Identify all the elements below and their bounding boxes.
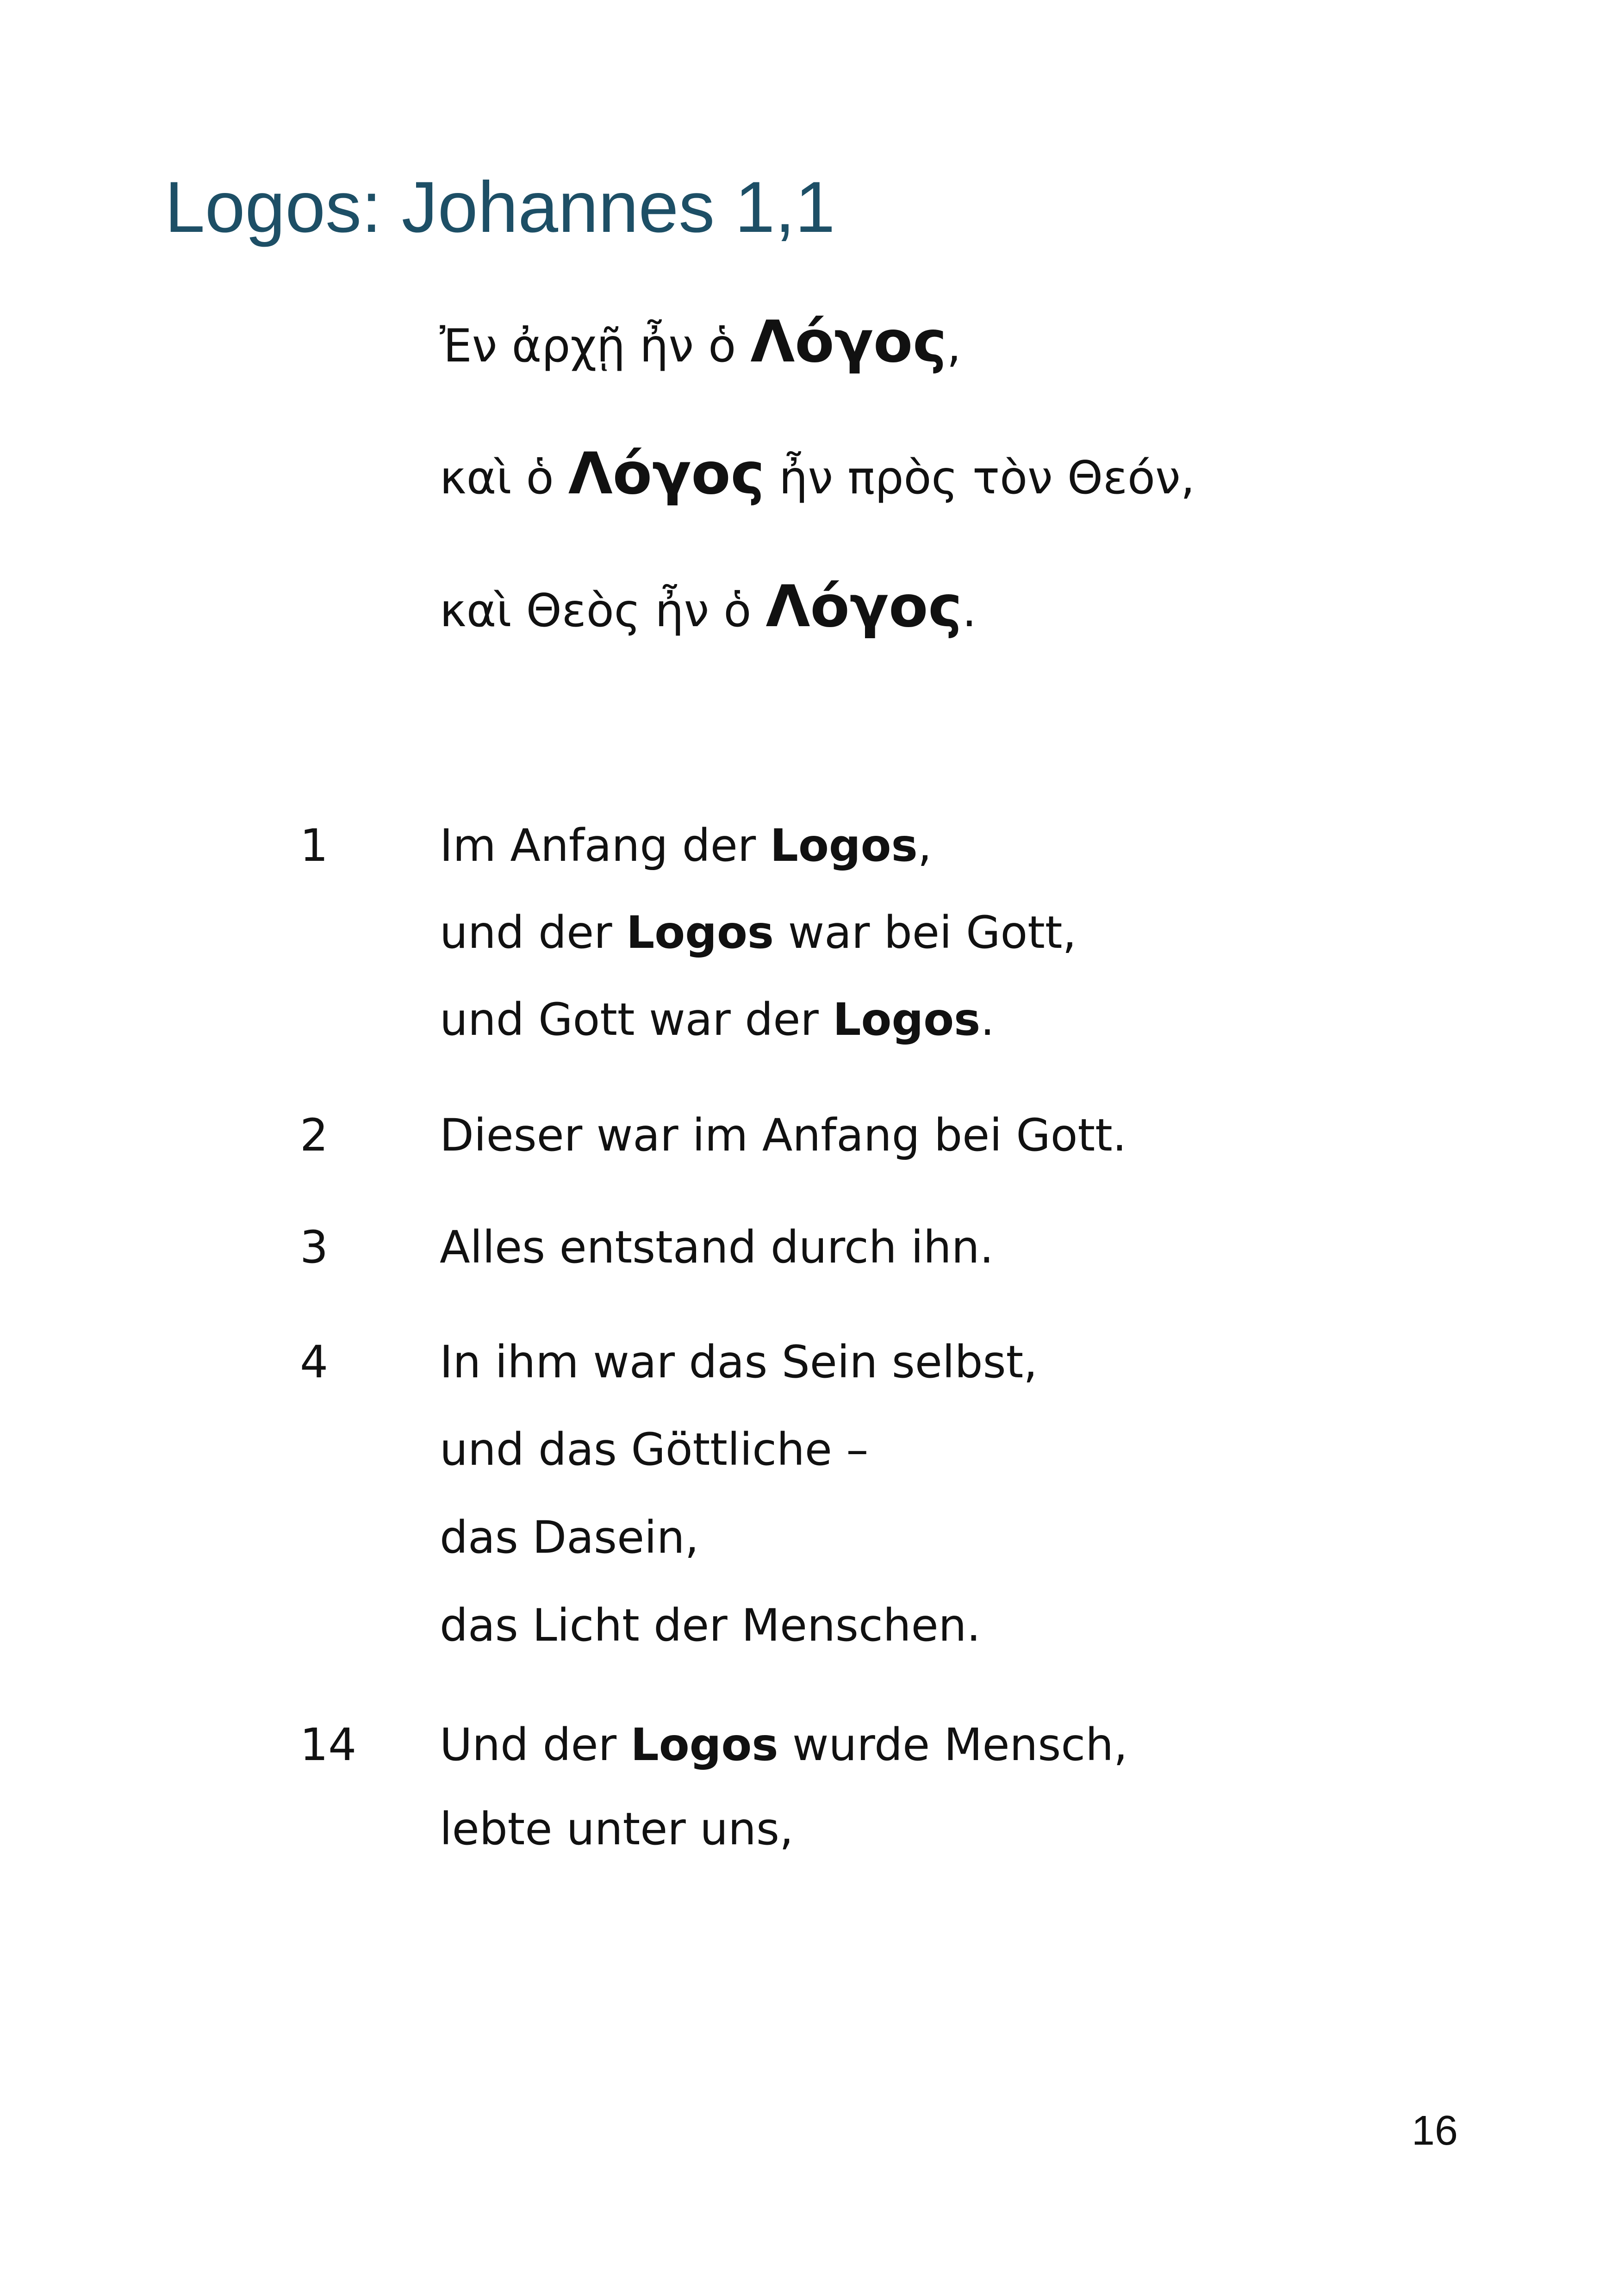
verse-line [440,1718,1128,1772]
greek-line-3-post: . [962,585,977,637]
greek-line-3-pre: καὶ Θεὸς ἦν ὁ [440,585,766,637]
greek-line-2 [440,440,1195,509]
greek-line-1-post: , [946,320,961,373]
verse-number: 14 [300,1719,357,1771]
verse-number: 3 [300,1221,329,1273]
page-title: Logos: Johannes 1,1 [165,167,835,248]
verse-line: das Licht der Menschen. [440,1599,981,1651]
verse-number: 2 [300,1109,329,1161]
verse-text: Im Anfang der [440,820,770,871]
verse-line: Alles entstand durch ihn. [440,1221,994,1273]
verse-line [440,906,1077,959]
verse-line [440,819,932,872]
verse-text: und der [440,907,627,958]
logos-bold: Logos [630,1719,778,1771]
verse-line: Dieser war im Anfang bei Gott. [440,1109,1127,1161]
greek-logos-bold: Λόγος [568,441,765,507]
verse-text: . [980,994,995,1045]
greek-line-1-pre: Ἐν ἀρχῇ ἦν ὁ [440,320,751,373]
greek-line-2-post: ἦν πρὸς τὸν Θεόν, [765,452,1195,504]
verse-line: lebte unter uns, [440,1803,794,1855]
verse-text: wurde Mensch, [778,1719,1128,1771]
page-number: 16 [1412,2108,1458,2154]
greek-logos-bold: Λόγος [750,309,947,375]
greek-logos-bold: Λόγος [765,573,962,640]
verse-text: Und der [440,1719,631,1771]
logos-bold: Logos [626,907,774,958]
logos-bold: Logos [770,820,918,871]
verse-text: und Gott war der [440,994,833,1045]
verse-text: , [917,820,932,871]
verse-text: war bei Gott, [774,907,1077,958]
verse-line: das Dasein, [440,1512,699,1563]
verse-line: In ihm war das Sein selbst, [440,1336,1038,1388]
verse-line: und das Göttliche – [440,1424,869,1475]
logos-bold: Logos [833,994,981,1045]
verse-line [440,993,995,1046]
greek-line-3 [440,572,977,641]
greek-line-1 [440,308,961,377]
verse-number: 1 [300,820,329,871]
greek-line-2-pre: καὶ ὁ [440,452,568,504]
verse-number: 4 [300,1336,329,1388]
